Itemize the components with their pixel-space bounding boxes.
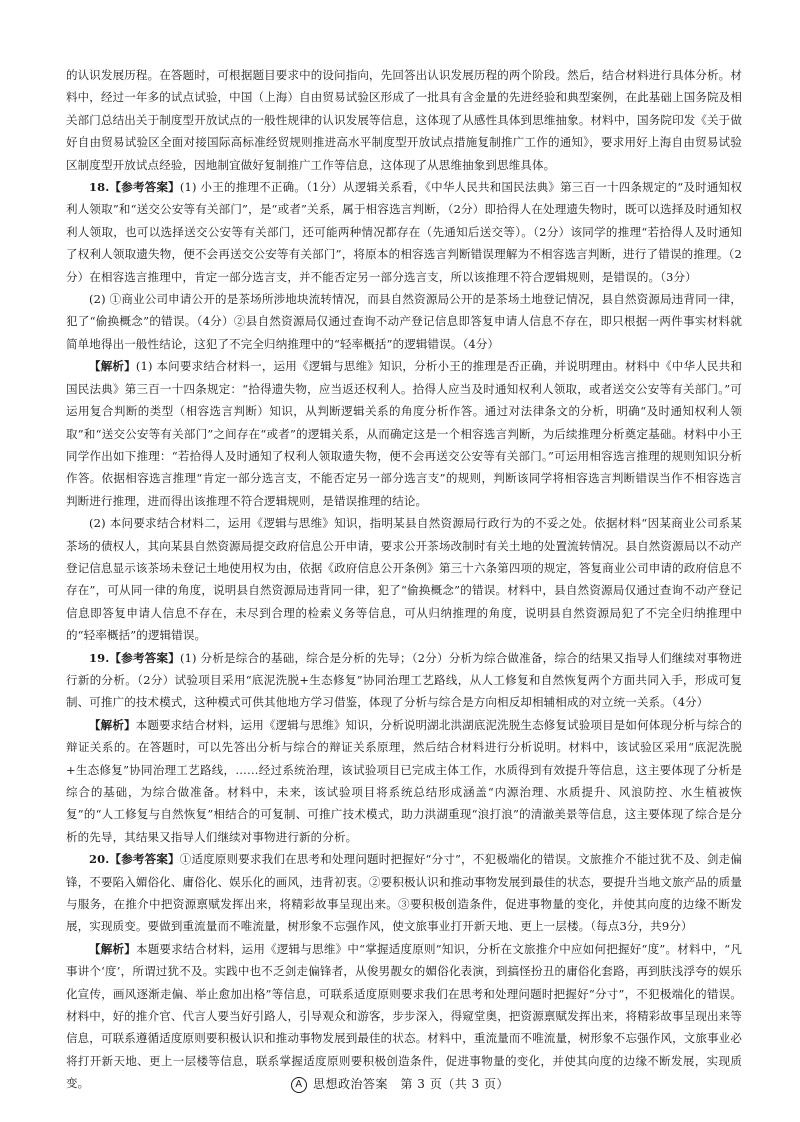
analysis-18: [66, 355, 742, 512]
analysis-20: [66, 938, 742, 1095]
paragraph-text: (1) 分析是综合的基础，综合是分析的先导；（2分）分析为综合做准备，综合的结果又指导人们继续对事物进行新的分析。（2分）试验项目采用“底泥洗脱+生态修复”协同治理工艺路线，从人工修复和自然恢复两个方面共同入手，形成可复制、可推广的技术模式，这种模式可供其他地方学习借鉴，体现了分析与综合是方向相反却相辅相成的对立统一关系。（4分）: [66, 650, 743, 710]
paragraph-text: (1) 小王的推理不正确。（1分）从逻辑关系看，《中华人民共和国民法典》第三百一十四条规定的“及时通知权利人领取”和“送交公安等有关部门”，是“或者”关系，属于相容选言判断，（2分）即拾得人在处理遗失物时，既可以选择及时通知权利人领取，也可以选择送交公安等有关部门，还可能两种情况都存在（先通知后送交等）。（2分）该同学的推理“若拾得人及时通知了权利人领取遗失物，便不会再送交公安等有关部门”，将原本的相容选言判断错误理解为不相容选言判断，进行了错误的推理。（2分）在相容选言推理中，肯定一部分选言支，并不能否定另一部分选言支，所以该推理不符合逻辑规则，是错误的。（3分）: [66, 180, 743, 284]
page-content: [66, 64, 742, 1095]
version-badge: A: [291, 1077, 307, 1093]
paragraph-text: ①适度原则要求我们在思考和处理问题时把握好“分寸”，不犯极端化的错误。文旅推介不能过犹不及、剑走偏锋，不要陷入媚俗化、庸俗化、娱乐化的画风，违背初衷。②要积极认识和推动事物发展到最佳的状态，要提升当地文旅产品的质量与服务，在推介中把资源禀赋发挥出来，将精彩故事呈现出来。③要积极创造条件，促进事物量的变化，并使其向度的边缘不断发展，实现质变。要做到重流量而不唯流量，树形象不忘强作风，使文旅事业打开新天地、更上一层楼。（每点3分，共9分）: [66, 852, 742, 934]
paragraph-p1: [66, 64, 742, 176]
answer-18-part2: [66, 288, 742, 355]
footer-page-number: 思想政治答案 第 3 页（共 3 页）: [312, 1077, 510, 1091]
paragraph-text: (2) 本问要求结合材料二，运用《逻辑与思维》知识，指明某县自然资源局行政行为的不妥之处。依据材料“因某商业公司系某茶场的债权人，其向某县自然资源局提交政府信息公开申请，要求公开茶场改制时有关土地的处置流转情况。县自然资源局以不动产登记信息显示该茶场未登记土地使用权为由，依据《政府信息公开条例》第三十六条第四项的规定，答复商业公司申请的政府信息不存在”，可从同一律的角度，说明县自然资源局违背同一律，犯了“偷换概念”的错误。材料中，县自然资源局仅通过查询不动产登记信息即答复申请人信息不存在，未尽到合理的检索义务等信息，可从归纳推理的角度，说明县自然资源局犯了不完全归纳推理中的“轻率概括”的逻辑错误。: [66, 516, 742, 643]
paragraph-text: 本题要求结合材料，运用《逻辑与思维》知识，分析说明湖北洪湖底泥洗脱生态修复试验项目是如何体现分析与综合的辩证关系的。在答题时，可以先答出分析与综合的辩证关系原理，然后结合材料进行分析说明。材料中，该试验区采用“底泥洗脱+生态修复”协同治理工艺路线，……经过系统治理，该试验项目已完成主体工作，水质得到有效提升等信息，这主要体现了分析是综合的基础，为综合做准备。材料中，未来，该试验项目将系统总结形成涵盖“内源治理、水质提升、风浪防控、水生植被恢复”的“人工修复与自然恢复”相结合的可复制、可推广技术模式，助力洪湖重现“浪打浪”的清澈美景等信息，这主要体现了综合是分析的先导，其结果又指导人们继续对事物进行新的分析。: [66, 717, 743, 844]
analysis-label: 【解析】: [89, 359, 136, 374]
page-footer: [0, 1075, 800, 1093]
analysis-19: [66, 714, 742, 848]
answer-label: 20.【参考答案】: [89, 852, 180, 867]
analysis-18-part2: [66, 512, 742, 646]
paragraph-text: 的认识发展历程。在答题时，可根据题目要求中的设问指向，先回答出认识发展历程的两个阶段。然后，结合材料进行具体分析。材料中，经过一年多的试点试验，中国（上海）自由贸易试验区形成了一批具有含金量的先进经验和典型案例，在此基础上国务院及相关部门总结出关于制度型开放试点的一般性规律的认识发展等信息，这体现了从感性具体到思维抽象。材料中，国务院印发《关于做好自由贸易试验区全面对接国际高标准经贸规则推进高水平制度型开放试点措施复制推广工作的通知》，要求用好上海自由贸易试验区制度型开放试点经验，因地制宜做好复制推广工作等信息，这体现了从思维抽象到思维具体。: [66, 68, 742, 172]
answer-18: [66, 176, 742, 288]
answer-label: 18.【参考答案】: [89, 180, 180, 195]
answer-19: [66, 647, 742, 714]
paragraph-text: (1) 本问要求结合材料一，运用《逻辑与思维》知识，分析小王的推理是否正确，并说明理由。材料中《中华人民共和国民法典》第三百一十四条规定：“拾得遗失物，应当返还权利人。拾得人应当及时通知权利人领取，或者送交公安等有关部门。”可运用复合判断的类型（相容选言判断）知识，从判断逻辑关系的角度分析作答。通过对法律条文的分析，明确“及时通知权利人领取”和“送交公安等有关部门”之间存在“或者”的逻辑关系，从而确定这是一个相容选言判断，为后续推理分析奠定基础。材料中小王同学作出如下推理：“若拾得人及时通知了权利人领取遗失物，便不会再送交公安等有关部门。”可运用相容选言推理的规则知识分析作答。依据相容选言推理“肯定一部分选言支，不能否定另一部分选言支”的规则，判断该同学将相容选言判断错误当作不相容选言判断进行推理，进而得出该推理不符合逻辑规则，是错误推理的结论。: [66, 359, 742, 508]
analysis-label: 【解析】: [89, 717, 136, 732]
analysis-label: 【解析】: [89, 941, 136, 956]
answer-20: [66, 848, 742, 938]
paragraph-text: 本题要求结合材料，运用《逻辑与思维》中“掌握适度原则”知识，分析在文旅推介中应如何把握好“度”。材料中，“凡事讲个‘度’，所谓过犹不及。实践中也不乏剑走偏锋者，从俊男靓女的媚俗化表演，到搞怪扮丑的庸俗化套路，再到肤浅浮夸的娱乐化宣传，画风逐渐走偏、举止愈加出格”等信息，可联系适度原则要求我们在思考和处理问题时把握好“分寸”，不犯极端化的错误。材料中，好的推介官、代言人要当好引路人，引导观众和游客，步步深入，得窥堂奥，把资源禀赋发挥出来，将精彩故事呈现出来等信息，可联系遵循适度原则要积极认识和推动事物发展到最佳的状态。材料中，重流量而不唯流量，树形象不忘强作风，文旅事业必将打开新天地、更上一层楼等信息，联系掌握适度原则要积极创造条件，促进事物量的变化，并使其向度的边缘不断发展，实现质变。: [66, 941, 742, 1091]
answer-label: 19.【参考答案】: [89, 650, 180, 665]
paragraph-text: (2) ①商业公司申请公开的是茶场所涉地块流转情况，而县自然资源局公开的是茶场土地登记情况，县自然资源局违背同一律，犯了“偷换概念”的错误。（4分）②县自然资源局仅通过查询不动产登记信息即答复申请人信息不存在，即只根据一两件事实材料就简单地得出一般性结论，这犯了不完全归纳推理中的“轻率概括”的逻辑错误。（4分）: [66, 292, 742, 351]
